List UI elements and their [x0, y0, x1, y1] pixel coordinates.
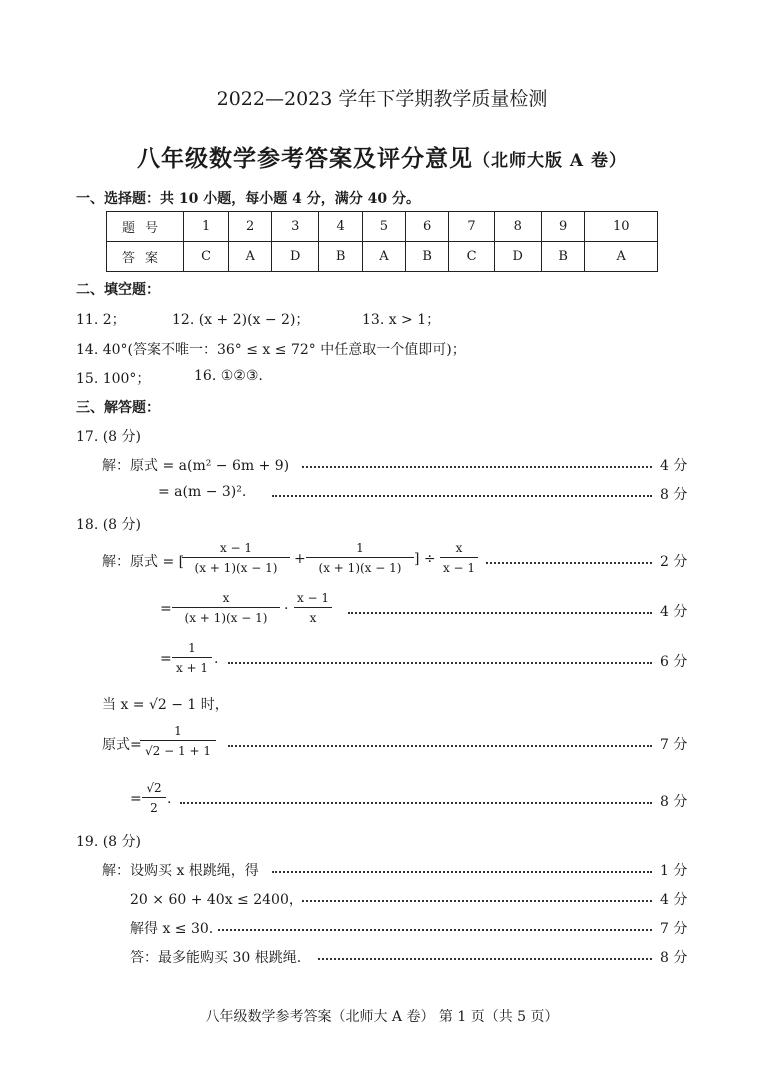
fraction-denominator: x + 1 [175, 661, 209, 675]
leader-dots [272, 495, 652, 497]
page-footer: 八年级数学参考答案（北师大 A 卷） 第 1 页（共 5 页） [205, 1009, 559, 1025]
section-fill-heading: 二、填空题： [76, 282, 160, 298]
q19-line-3: 解得 x ≤ 30. [130, 921, 214, 937]
answer-cell: C [184, 242, 229, 272]
table-header-answer: 答案 [107, 242, 184, 272]
document-title-main: 八年级数学参考答案及评分意见 [136, 145, 473, 172]
answer-table [106, 211, 658, 272]
period: . [214, 651, 219, 667]
bracket-divide: ] ÷ [414, 551, 436, 567]
q18-score-1: 2 分 [660, 554, 688, 570]
leader-dots [348, 612, 652, 614]
q18-heading: 18. (8 分) [76, 517, 141, 533]
q17-score-2: 8 分 [660, 487, 688, 503]
equals-sign: = [160, 651, 172, 667]
fraction [142, 781, 166, 815]
document-title [0, 140, 764, 173]
exam-title: 2022—2023 学年下学期教学质量检测 [216, 88, 548, 110]
question-number: 8 [494, 212, 541, 242]
q19-score-2: 4 分 [660, 892, 688, 908]
answer-cell: B [405, 242, 449, 272]
fraction-numerator: x − 1 [182, 541, 290, 558]
answer-cell: B [541, 242, 585, 272]
leader-dots [302, 900, 652, 902]
question-number: 5 [362, 212, 405, 242]
fill-answer-14: 14. 40°(答案不唯一：36° ≤ x ≤ 72° 中任意取一个值即可)； [76, 342, 466, 358]
multiply-dot: · [284, 601, 289, 617]
question-number: 1 [184, 212, 229, 242]
q19-heading: 19. (8 分) [76, 834, 141, 850]
fraction-denominator: 2 [150, 801, 158, 815]
fraction-denominator: x [309, 611, 317, 625]
fraction-numerator: x [172, 591, 280, 608]
question-number: 2 [229, 212, 272, 242]
leader-dots [318, 958, 652, 960]
fraction [306, 541, 414, 575]
question-number: 4 [319, 212, 363, 242]
q19-line-2: 20 × 60 + 40x ≤ 2400， [130, 892, 303, 908]
fraction [440, 541, 478, 575]
table-header-question: 题号 [107, 212, 184, 242]
fraction [172, 591, 280, 625]
fraction-denominator: (x + 1)(x − 1) [184, 611, 268, 625]
q19-line-4: 答：最多能购买 30 根跳绳. [130, 950, 302, 966]
q17-score-1: 4 分 [660, 458, 688, 474]
q19-score-1: 1 分 [660, 863, 688, 879]
q17-heading: 17. (8 分) [76, 429, 141, 445]
fraction-denominator: x − 1 [442, 561, 476, 575]
fraction-denominator: √2 − 1 + 1 [145, 744, 211, 758]
fraction [140, 724, 216, 758]
q19-score-4: 8 分 [660, 950, 688, 966]
answer-cell: A [229, 242, 272, 272]
fill-answer-13: 13. x > 1； [362, 312, 441, 328]
q18-substitution: 当 x = √2 − 1 时， [102, 697, 229, 713]
leader-dots [486, 562, 652, 564]
fraction-numerator: 1 [306, 541, 414, 558]
question-number: 3 [272, 212, 319, 242]
answer-cell: A [585, 242, 658, 272]
equals-sign: = [130, 791, 142, 807]
answer-cell: C [449, 242, 494, 272]
period: . [167, 791, 172, 807]
equals-sign: = [160, 601, 172, 617]
leader-dots [180, 802, 652, 804]
question-number: 9 [541, 212, 585, 242]
fraction-denominator: (x + 1)(x − 1) [318, 561, 402, 575]
section-solve-heading: 三、解答题： [76, 400, 160, 416]
fill-answer-15: 15. 100°； [76, 371, 151, 387]
answer-table-answer-row [107, 242, 658, 272]
document-edition: （北师大版 A 卷） [472, 151, 628, 171]
q17-step-1: 解：原式 = a(m² − 6m + 9) [102, 458, 290, 474]
q18-step-1-label: 解：原式 = [ [102, 554, 185, 570]
question-number: 7 [449, 212, 494, 242]
leader-dots [302, 466, 652, 468]
q19-line-1: 解：设购买 x 根跳绳，得 [102, 863, 259, 879]
leader-dots [218, 929, 652, 931]
question-number: 10 [585, 212, 658, 242]
fraction-numerator: 1 [172, 641, 212, 658]
fill-answer-12: 12. (x + 2)(x − 2)； [172, 312, 310, 328]
q18-original-expression: 原式= [102, 737, 142, 753]
fraction-numerator: √2 [142, 781, 166, 798]
answer-cell: D [494, 242, 541, 272]
plus-sign: + [294, 551, 306, 567]
fraction-numerator: 1 [140, 724, 216, 741]
fraction-numerator: x − 1 [294, 591, 332, 608]
fraction [182, 541, 290, 575]
leader-dots [272, 871, 652, 873]
q18-score-5: 8 分 [660, 794, 688, 810]
fraction [172, 641, 212, 675]
question-number: 6 [405, 212, 449, 242]
leader-dots [228, 662, 652, 664]
fill-answer-16: 16. ①②③. [194, 368, 263, 384]
answer-cell: A [362, 242, 405, 272]
q19-score-3: 7 分 [660, 921, 688, 937]
leader-dots [228, 745, 652, 747]
answer-cell: B [319, 242, 363, 272]
q17-step-2: = a(m − 3)². [158, 484, 247, 500]
answer-table-number-row [107, 212, 658, 242]
section-choice-heading: 一、选择题：共 10 小题，每小题 4 分，满分 40 分。 [76, 191, 420, 207]
fraction [294, 591, 332, 625]
fill-answer-11: 11. 2； [76, 312, 126, 328]
answer-cell: D [272, 242, 319, 272]
q18-score-4: 7 分 [660, 737, 688, 753]
q18-score-3: 6 分 [660, 654, 688, 670]
fraction-denominator: (x + 1)(x − 1) [194, 561, 278, 575]
fraction-numerator: x [440, 541, 478, 558]
q18-score-2: 4 分 [660, 604, 688, 620]
